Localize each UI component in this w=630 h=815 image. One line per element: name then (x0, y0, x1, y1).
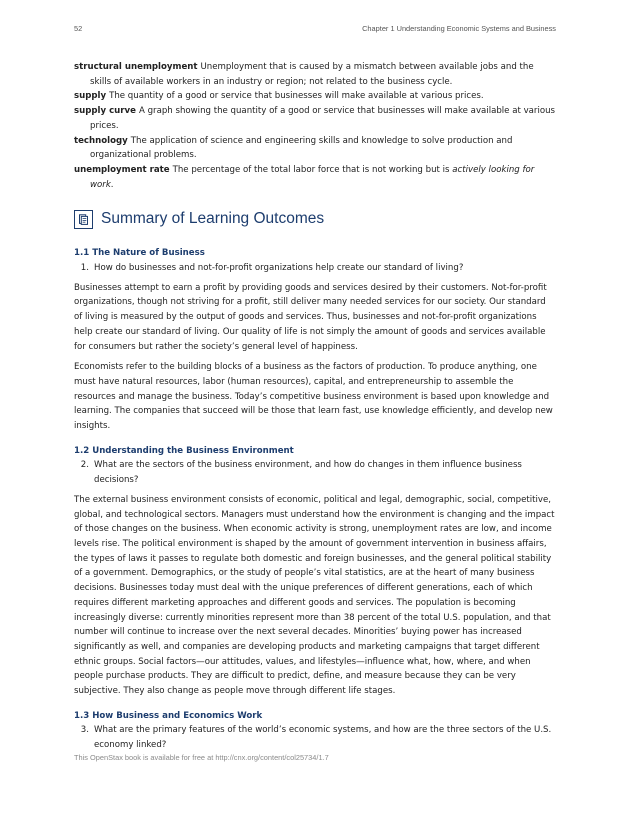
glossary-term: unemployment rate (74, 164, 170, 175)
glossary-definition: A graph showing the quantity of a good or service that businesses will make available at various prices. (90, 106, 556, 131)
question-text: What are the sectors of the business environment, and how do changes in them influence business decisions? (94, 460, 522, 486)
glossary-definition-end: . (110, 179, 114, 190)
glossary-definition-emphasis: actively looking for work (90, 164, 535, 190)
glossary-term: supply curve (74, 106, 136, 117)
document-icon (74, 210, 93, 229)
page-footer: This OpenStax book is available for free at http://cnx.org/content/col25734/1.7 (74, 753, 329, 762)
question-number: 3. (80, 725, 89, 736)
glossary-entry (74, 163, 556, 192)
body-paragraph: Businesses attempt to earn a profit by providing goods and services desired by their customers. Not-for-profit organizations, though not striving for a profit, still deliver many needed services for our society. Our standard of living is measured by the output of goods and services. Thus, businesses and not-for-profit organizations help create our standard of living. Our quality of life is not simply the amount of goods and services available for consumers but rather the society’s general level of happiness. (74, 282, 547, 352)
glossary-definition: The quantity of a good or service that businesses will make available at various prices. (109, 91, 484, 102)
question-text: What are the primary features of the world’s economic systems, and how are the three sectors of the U.S. economy linked? (94, 725, 552, 751)
learning-question (74, 723, 556, 752)
section-heading: 1.2 Understanding the Business Environment (74, 445, 294, 456)
section-heading: 1.3 How Business and Economics Work (74, 710, 263, 721)
page-header (74, 24, 556, 36)
page-number: 52 (74, 24, 83, 33)
glossary-entry (74, 134, 556, 163)
section (74, 444, 556, 699)
question-number: 2. (80, 460, 89, 471)
glossary-term: structural unemployment (74, 62, 198, 72)
question-text: How do businesses and not-for-profit organizations help create our standard of living? (94, 263, 464, 274)
glossary-list (74, 60, 556, 192)
glossary-entry (74, 60, 556, 89)
glossary-term: supply (74, 91, 107, 102)
page-content (74, 60, 556, 753)
body-paragraph: Economists refer to the building blocks of a business as the factors of production. To produce anything, one must have natural resources, labor (human resources), capital, and entrepreneurship to assemble the resources and manage the business. Today’s competitive business environment is based upon knowledge and learning. The companies that succeed will be those that learn fast, use knowledge efficiently, and develop new insights. (74, 362, 553, 432)
section (74, 246, 556, 433)
body-paragraph: The external business environment consists of economic, political and legal, demographic, social, competitive, global, and technological sectors. Managers must understand how the environment is changing and the impact of those changes on the business. When economic activity is strong, unemployment rates are low, and income levels rise. The political environment is shaped by the amount of government intervention in business affairs, the types of laws it passes to regulate both domestic and foreign businesses, and the general political stability of a government. Demographics, or the study of people’s vital statistics, are at the heart of many business decisions. Businesses today must deal with the unique preferences of different generations, each of which requires different marketing approaches and different goods and services. The population is becoming increasingly diverse: currently minorities represent more than 38 percent of the total U.S. population, and that number will continue to increase over the next several decades. Minorities’ buying power has increased significantly as well, and companies are developing products and marketing campaigns that target different ethnic groups. Social factors—our attitudes, values, and lifestyles—influence what, how, where, and when people purchase products. They are difficult to predict, define, and measure because they can be very subjective. They also change as people move through different life stages. (74, 494, 555, 697)
glossary-entry (74, 89, 556, 104)
glossary-term: technology (74, 135, 128, 146)
section-heading: 1.1 The Nature of Business (74, 248, 205, 259)
glossary-entry (74, 104, 556, 133)
section (74, 709, 556, 753)
glossary-definition: The percentage of the total labor force that is not working but is (172, 164, 450, 175)
learning-question (74, 261, 556, 276)
learning-question (74, 458, 556, 487)
chapter-title: Chapter 1 Understanding Economic Systems and Business (362, 24, 556, 33)
summary-heading (74, 204, 556, 234)
summary-title: Summary of Learning Outcomes (101, 209, 325, 227)
glossary-definition: The application of science and engineering skills and knowledge to solve production and organizational problems. (90, 135, 513, 161)
glossary-definition: Unemployment that is caused by a mismatch between available jobs and the skills of available workers in an industry or region; not related to the business cycle. (90, 62, 534, 87)
question-number: 1. (80, 263, 89, 274)
